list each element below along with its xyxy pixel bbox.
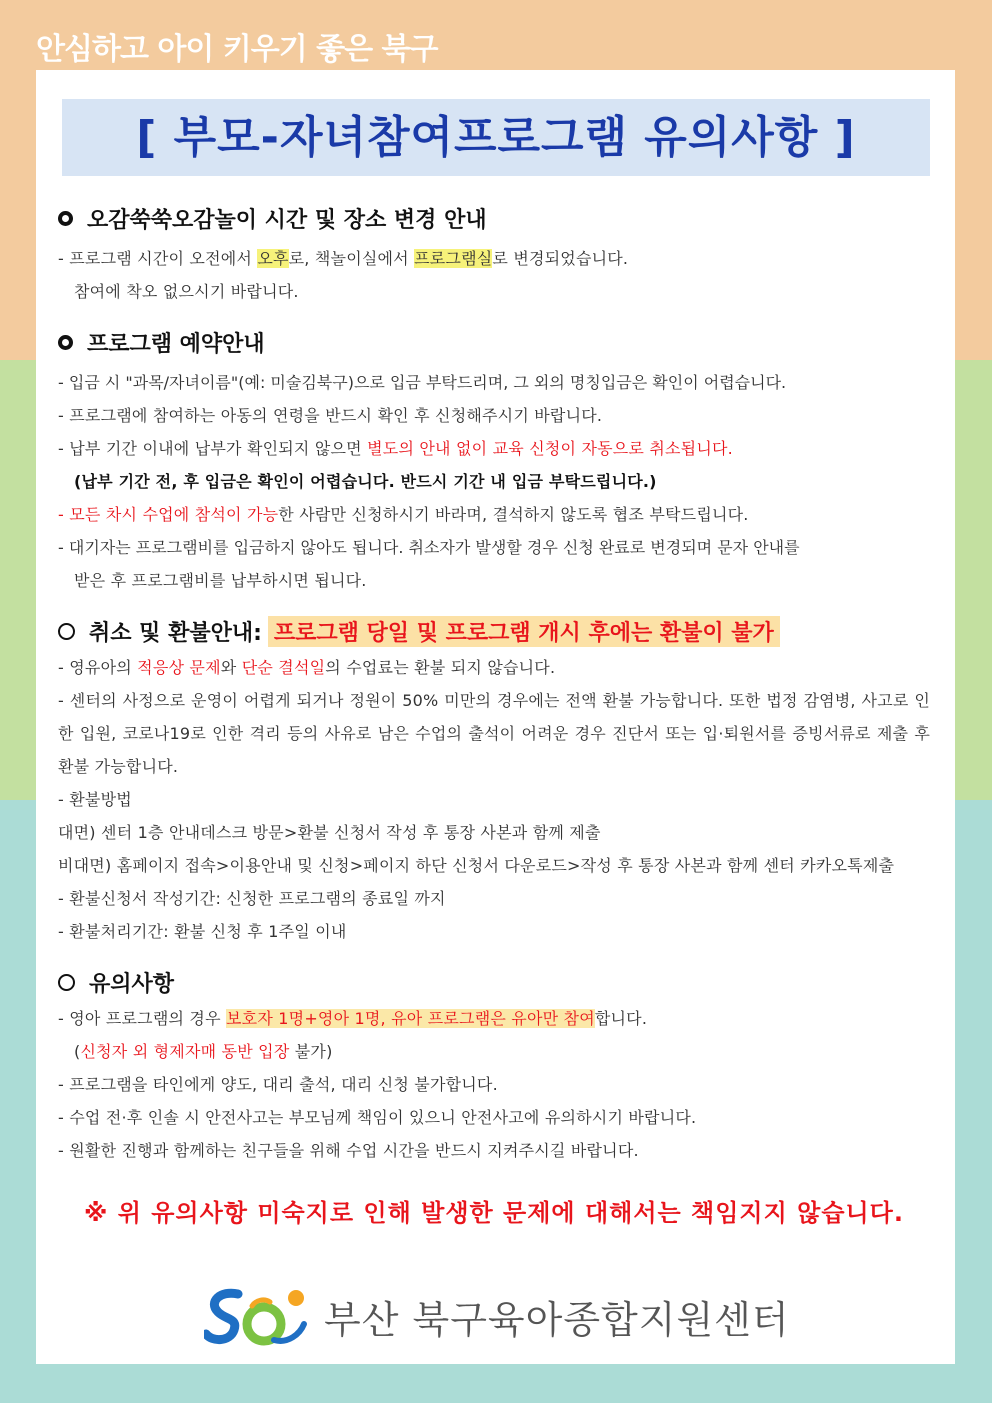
bullet-icon (58, 974, 75, 991)
list-item: - 프로그램 시간이 오전에서 오후로, 책놀이실에서 프로그램실로 변경되었습니다. (58, 249, 629, 268)
list-item: (신청자 외 형제자매 동반 입장 불가) (74, 1042, 333, 1061)
section-heading: 취소 및 환불안내: (89, 620, 262, 646)
section-reservation (58, 322, 930, 597)
list-item: - 환불처리기간: 환불 신청 후 1주일 이내 (58, 922, 347, 941)
bullet-icon (58, 623, 75, 640)
list-item: - 영유아의 적응상 문제와 단순 결석일의 수업료는 환불 되지 않습니다. (58, 658, 556, 677)
list-item: - 환불신청서 작성기간: 신청한 프로그램의 종료일 까지 (58, 889, 446, 908)
list-item: - 프로그램을 타인에게 양도, 대리 출석, 대리 신청 불가합니다. (58, 1075, 498, 1094)
center-logo (204, 1280, 790, 1352)
list-item: 받은 후 프로그램비를 납부하시면 됩니다. (74, 571, 367, 590)
list-item: 비대면) 홈페이지 접속>이용안내 및 신청>페이지 하단 신청서 다운로드>작성 후 통장 사본과 함께 센터 카카오톡제출 (58, 856, 895, 875)
refund-warning: 프로그램 당일 및 프로그램 개시 후에는 환불이 불가 (268, 616, 780, 647)
slogan: 안심하고 아이 키우기 좋은 북구 (36, 32, 438, 67)
notice-paper (36, 70, 955, 1364)
section-refund (58, 611, 930, 948)
section-heading: 프로그램 예약안내 (87, 331, 265, 357)
list-item: - 납부 기간 이내에 납부가 확인되지 않으면 별도의 안내 없이 교육 신청이 자동으로 취소됩니다. (58, 439, 733, 458)
list-item: - 대기자는 프로그램비를 입금하지 않아도 됩니다. 취소자가 발생할 경우 신청 완료로 변경되며 문자 안내를 (58, 538, 800, 557)
list-item: - 모든 차시 수업에 참석이 가능한 사람만 신청하시기 바라며, 결석하지 않도록 협조 부탁드립니다. (58, 505, 749, 524)
list-item: - 원활한 진행과 함께하는 친구들을 위해 수업 시간을 반드시 지켜주시길 바랍니다. (58, 1141, 639, 1160)
page-title: [ 부모-자녀참여프로그램 유의사항 ] (136, 112, 856, 163)
section-heading: 유의사항 (89, 971, 175, 997)
list-item: - 프로그램에 참여하는 아동의 연령을 반드시 확인 후 신청해주시기 바랍니다. (58, 406, 603, 425)
list-item: 참여에 착오 없으시기 바랍니다. (74, 282, 299, 301)
list-item: - 수업 전·후 인솔 시 안전사고는 부모님께 책임이 있으니 안전사고에 유의하시기 바랍니다. (58, 1108, 697, 1127)
list-item: - 센터의 사정으로 운영이 어렵게 되거나 정원이 50% 미만의 경우에는 전액 환불 가능합니다. 또한 법정 감염병, 사고로 인한 입원, 코로나19로 인한 격리 등의 사유로 남은 수업의 출석이 어려운 경우 진단서 또는 입·퇴원서를 증빙서류로 제출 후 환불 가능합니다. (58, 691, 930, 776)
list-item: - 영아 프로그램의 경우 보호자 1명+영아 1명, 유아 프로그램은 유아만 참여합니다. (58, 1009, 648, 1028)
bullet-icon (58, 211, 73, 226)
disclaimer-notice: ※ 위 유의사항 미숙지로 인해 발생한 문제에 대해서는 책임지지 않습니다. (84, 1199, 904, 1227)
center-name: 부산 북구육아종합지원센터 (324, 1297, 790, 1342)
section-schedule-change (58, 198, 930, 308)
center-logo-icon (204, 1284, 310, 1348)
title-banner (62, 99, 930, 176)
section-heading: 오감쑥쑥오감놀이 시간 및 장소 변경 안내 (87, 207, 487, 233)
list-item: - 환불방법 (58, 790, 132, 809)
content (58, 198, 930, 1252)
section-precautions (58, 962, 930, 1167)
list-item: 대면) 센터 1층 안내데스크 방문>환불 신청서 작성 후 통장 사본과 함께 제출 (58, 823, 601, 842)
bullet-icon (58, 335, 73, 350)
list-item: (납부 기간 전, 후 입금은 확인이 어렵습니다. 반드시 기간 내 입금 부탁드립니다.) (74, 472, 657, 491)
list-item: - 입금 시 "과목/자녀이름"(예: 미술김북구)으로 입금 부탁드리며, 그 외의 명칭입금은 확인이 어렵습니다. (58, 373, 787, 392)
